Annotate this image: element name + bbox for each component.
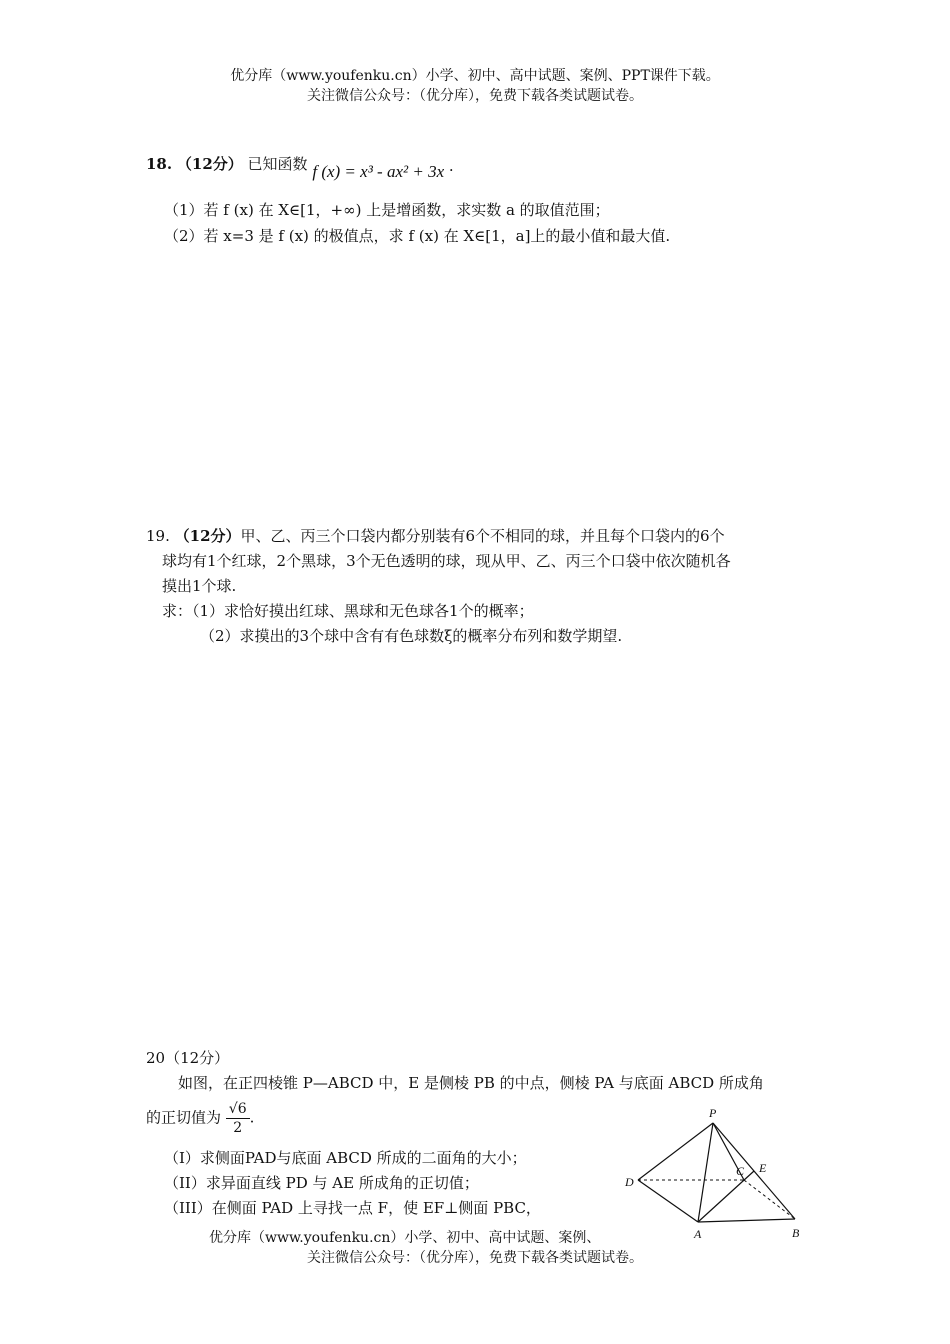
- q19-score: （12分）: [174, 527, 241, 545]
- q20-part-I: （I）求侧面PAD与底面 ABCD 所成的二面角的大小；: [164, 1149, 527, 1167]
- label-B: B: [792, 1226, 800, 1240]
- label-A: A: [694, 1227, 702, 1241]
- q18-number: 18.: [146, 155, 173, 173]
- q18-part-1: （1）若 f (x) 在 X∈[1，+∞) 上是增函数，求实数 a 的取值范围；: [164, 201, 610, 219]
- footer-line-1: 优分库（www.youfenku.cn）小学、初中、高中试题、案例、: [209, 1230, 601, 1246]
- q19-line-2: 球均有1个红球，2个黑球，3个无色透明的球，现从甲、乙、丙三个口袋中依次随机各: [162, 552, 731, 570]
- q19-ask-part-1: 求：（1）求恰好摸出红球、黑球和无色球各1个的概率；: [162, 602, 534, 620]
- q18-part-2: （2）若 x=3 是 f (x) 的极值点，求 f (x) 在 X∈[1，a]上的最小值和最大值.: [164, 227, 671, 245]
- q18-formula-end: .: [448, 157, 454, 175]
- q20-part-II: （II）求异面直线 PD 与 AE 所成角的正切值；: [164, 1174, 479, 1192]
- edge-CB-hidden: [744, 1180, 795, 1219]
- fraction-numerator: √6: [226, 1100, 250, 1119]
- header-line-2: 关注微信公众号：（优分库），免费下载各类试题试卷。: [307, 88, 643, 104]
- footer-line-2: 关注微信公众号：（优分库），免费下载各类试题试卷。: [307, 1250, 643, 1266]
- q20-line-2-suffix: .: [249, 1108, 255, 1127]
- q18-heading: [146, 152, 454, 181]
- label-C: C: [736, 1164, 745, 1178]
- q18-intro: 已知函数: [247, 155, 308, 173]
- q19-part-2: （2）求摸出的3个球中含有有色球数ξ的概率分布列和数学期望.: [200, 627, 623, 645]
- header-line-1: 优分库（www.youfenku.cn）小学、初中、高中试题、案例、PPT课件下载。: [230, 68, 720, 84]
- q18-score: （12分）: [176, 155, 243, 173]
- edge-PD: [638, 1123, 713, 1180]
- label-P: P: [709, 1106, 717, 1120]
- q18-function-formula: f (x) = x³ - ax² + 3x: [312, 162, 445, 181]
- q19-line-3: 摸出1个球.: [162, 577, 237, 595]
- label-D: D: [625, 1175, 634, 1189]
- q19-number: 19.: [146, 527, 170, 545]
- q20-title: 20（12分）: [146, 1049, 230, 1067]
- tangent-fraction: [226, 1100, 250, 1137]
- q20-line-2: [146, 1100, 254, 1137]
- segment-AE: [698, 1171, 754, 1222]
- edge-AB: [698, 1219, 795, 1222]
- fraction-denominator: 2: [233, 1120, 243, 1136]
- edge-PA: [698, 1123, 713, 1222]
- edge-DA: [638, 1180, 698, 1222]
- q19-line-1: [146, 524, 725, 548]
- label-E: E: [759, 1161, 767, 1175]
- q20-line-1: 如图，在正四棱锥 P—ABCD 中，E 是侧棱 PB 的中点，侧棱 PA 与底面 ABCD 所成角: [178, 1074, 764, 1092]
- pyramid-figure: [620, 1100, 810, 1245]
- q20-line-2-prefix: 的正切值为: [146, 1108, 222, 1127]
- q19-text-1: 甲、乙、丙三个口袋内都分别装有6个不相同的球，并且每个口袋内的6个: [240, 527, 725, 545]
- q20-part-III: （III）在侧面 PAD 上寻找一点 F，使 EF⊥侧面 PBC，: [164, 1199, 541, 1217]
